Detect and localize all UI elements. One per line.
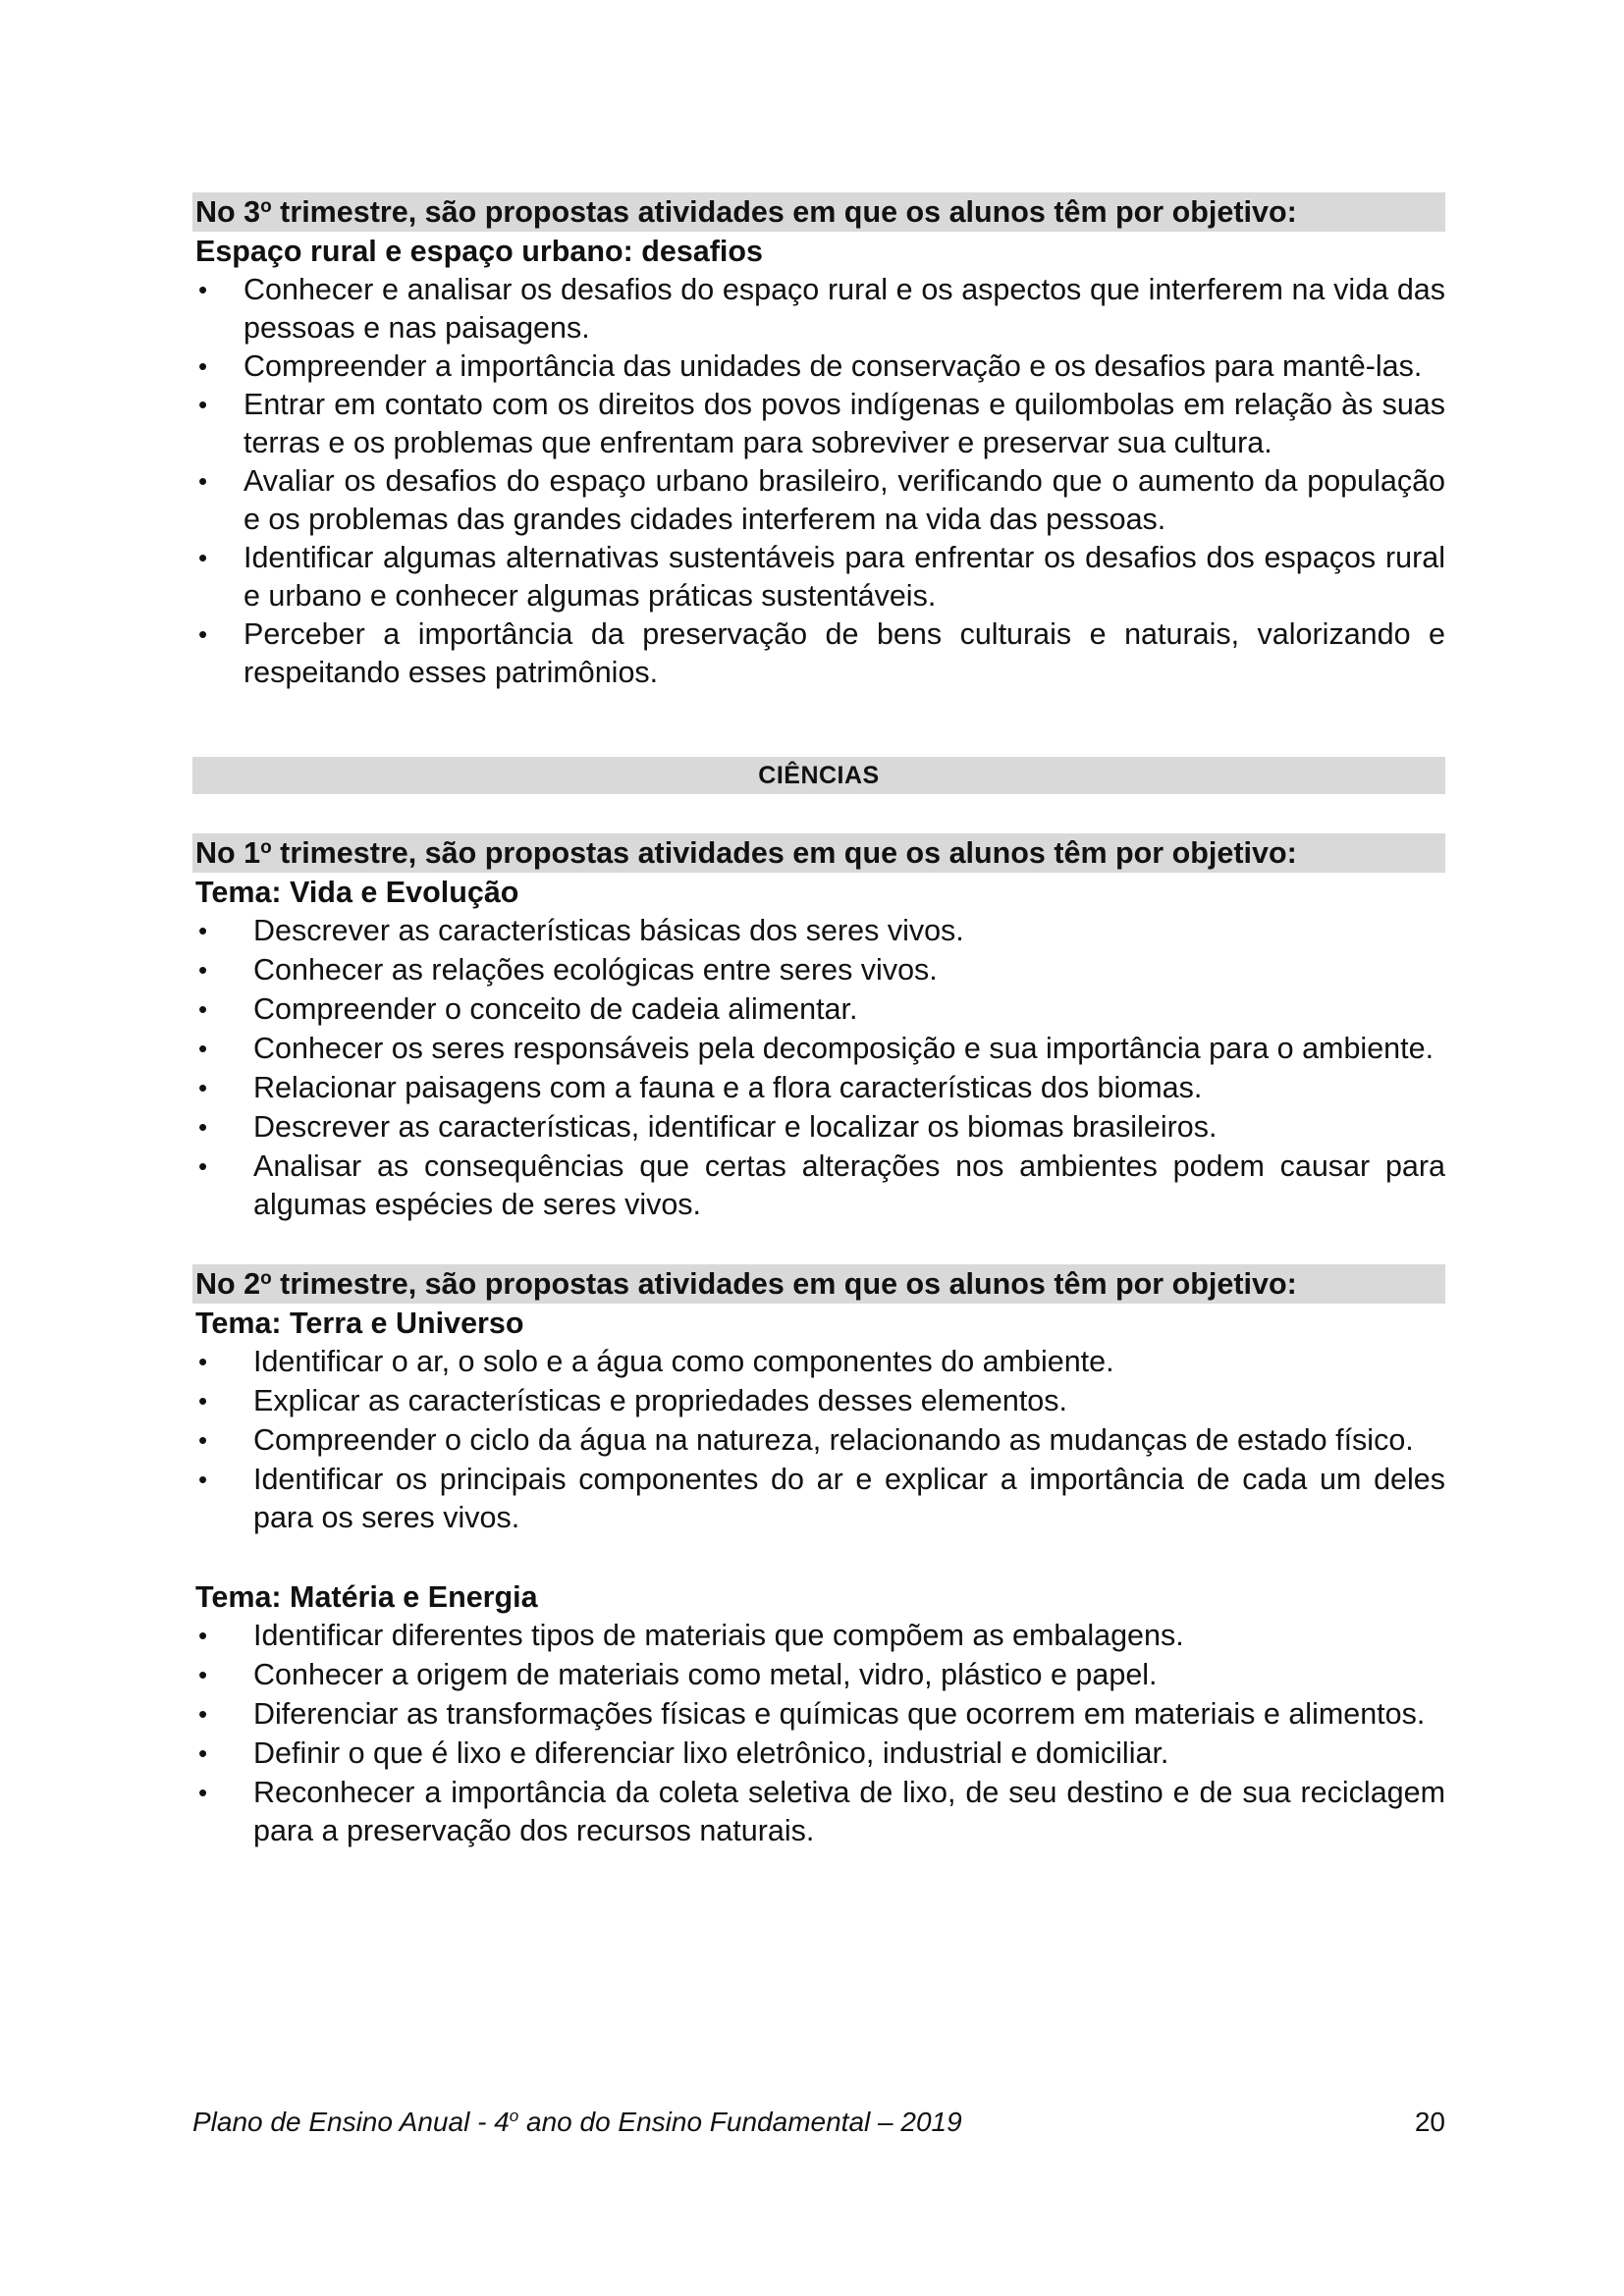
list-item: • Conhecer a origem de materiais como metal, vidro, plástico e papel. [192, 1656, 1445, 1694]
list-item: • Identificar diferentes tipos de materiais que compõem as embalagens. [192, 1617, 1445, 1655]
objectives-list [192, 271, 1445, 692]
bullet-icon: • [198, 1034, 208, 1063]
list-item: • Reconhecer a importância da coleta seletiva de lixo, de seu destino e de sua reciclagem para a preservação dos recursos naturais. [198, 1776, 1445, 1847]
theme-title: Espaço rural e espaço urbano: desafios [195, 235, 763, 268]
bullet-icon: • [198, 390, 208, 419]
list-item: • Analisar as consequências que certas alterações nos ambientes podem causar para algumas espécies de seres vivos. [198, 1149, 1445, 1221]
bullet-icon: • [198, 466, 208, 496]
bullet-icon: • [198, 1465, 208, 1494]
bullet-icon: • [198, 916, 208, 945]
list-item: • Identificar algumas alternativas sustentáveis para enfrentar os desafios dos espaços rural e urbano e conhecer algumas práticas sustentáveis. [198, 541, 1445, 613]
list-item: • Explicar as características e propriedades desses elementos. [192, 1382, 1445, 1420]
list-item: • Diferenciar as transformações físicas e químicas que ocorrem em materiais e alimentos. [192, 1695, 1445, 1734]
page-footer [192, 2105, 1445, 2140]
list-item: • Descrever as características, identificar e localizar os biomas brasileiros. [192, 1108, 1445, 1147]
bullet-icon: • [198, 543, 208, 572]
bullet-icon: • [198, 1660, 208, 1689]
bullet-icon: • [198, 1347, 208, 1376]
theme-title: Tema: Vida e Evolução [195, 876, 519, 909]
list-item: • Avaliar os desafios do espaço urbano brasileiro, verificando que o aumento da população e os problemas das grandes cidades interferem na vida das pessoas. [198, 464, 1445, 536]
theme-title: Tema: Matéria e Energia [195, 1580, 538, 1614]
list-item: • Conhecer e analisar os desafios do espaço rural e os aspectos que interferem na vida das pessoas e nas paisagens. [198, 273, 1445, 345]
bullet-icon: • [198, 1699, 208, 1729]
bullet-icon: • [198, 275, 208, 304]
bullet-icon: • [198, 994, 208, 1024]
objectives-list [192, 912, 1445, 1224]
footer-title: Plano de Ensino Anual - 4$^o$ ano do Ensino Fundamental – 2019 [192, 2107, 962, 2137]
list-item: • Compreender o conceito de cadeia alimentar. [192, 990, 1445, 1029]
trimester-3-heading: No 3$^o$ trimestre, são propostas atividades em que os alunos têm por objetivo: [192, 192, 1445, 232]
bullet-icon: • [198, 1621, 208, 1650]
trimester-1-heading: No 1$^o$ trimestre, são propostas atividades em que os alunos têm por objetivo: [192, 833, 1445, 873]
list-item: • Compreender a importância das unidades de conservação e os desafios para mantê-las. [192, 347, 1445, 386]
bullet-icon: • [198, 619, 208, 649]
bullet-icon: • [198, 1073, 208, 1102]
list-item: • Perceber a importância da preservação de bens culturais e naturais, valorizando e respeitando esses patrimônios. [198, 617, 1445, 689]
bullet-icon: • [198, 1386, 208, 1415]
list-item: • Compreender o ciclo da água na natureza, relacionando as mudanças de estado físico. [192, 1421, 1445, 1460]
trimester-2-heading: No 2$^o$ trimestre, são propostas atividades em que os alunos têm por objetivo: [192, 1264, 1445, 1304]
bullet-icon: • [198, 955, 208, 985]
objectives-list [192, 1343, 1445, 1537]
theme-title: Tema: Terra e Universo [195, 1307, 524, 1340]
bullet-icon: • [198, 1112, 208, 1142]
list-item: • Descrever as características básicas dos seres vivos. [192, 912, 1445, 950]
list-item: • Conhecer os seres responsáveis pela decomposição e sua importância para o ambiente. [192, 1030, 1445, 1068]
list-item: • Relacionar paisagens com a fauna e a flora características dos biomas. [192, 1069, 1445, 1107]
objectives-list [192, 1617, 1445, 1850]
bullet-icon: • [198, 1425, 208, 1455]
bullet-icon: • [198, 1738, 208, 1768]
bullet-icon: • [198, 1778, 208, 1807]
document-page [192, 192, 1445, 1851]
list-item: • Identificar o ar, o solo e a água como componentes do ambiente. [192, 1343, 1445, 1381]
section-title-ciencias: CIÊNCIAS [192, 757, 1445, 794]
page-number: 20 [1414, 2107, 1445, 2137]
list-item: • Identificar os principais componentes do ar e explicar a importância de cada um deles para os seres vivos. [198, 1463, 1445, 1534]
list-item: • Definir o que é lixo e diferenciar lixo eletrônico, industrial e domiciliar. [192, 1735, 1445, 1773]
bullet-icon: • [198, 1151, 208, 1181]
list-item: • Entrar em contato com os direitos dos povos indígenas e quilombolas em relação às suas terras e os problemas que enfrentam para sobreviver e preservar sua cultura. [198, 388, 1445, 459]
bullet-icon: • [198, 351, 208, 381]
list-item: • Conhecer as relações ecológicas entre seres vivos. [192, 951, 1445, 989]
